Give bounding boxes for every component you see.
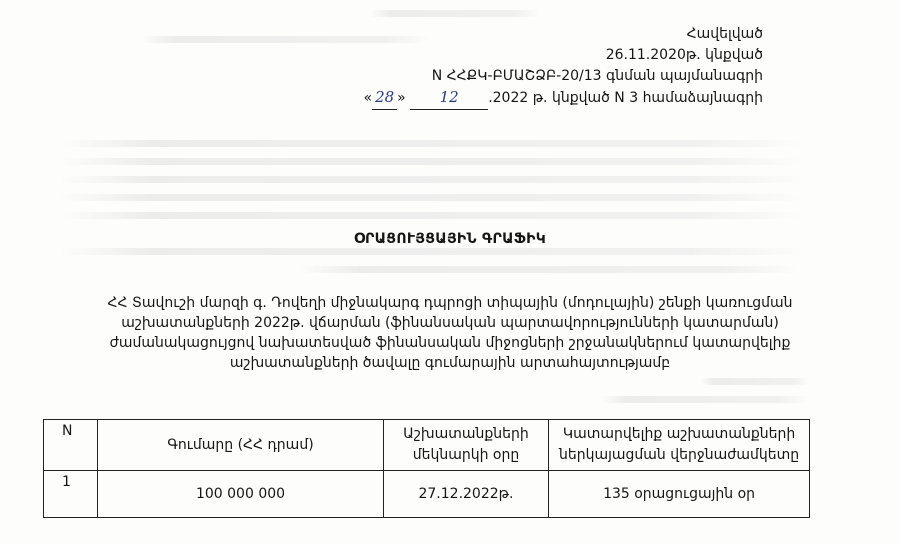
header-amount: Գումարը (ՀՀ դրամ) <box>98 420 384 471</box>
show-through-mark <box>700 378 810 385</box>
row-deadline: 135 օրացուցային օր <box>549 471 810 518</box>
header-n: N <box>44 420 98 471</box>
subtitle-line: ժամանակացույցով նախատեսված ֆինանսական միջոցների շրջանակներում կատարվելիք <box>109 335 791 351</box>
header-start-date: Աշխատանքների մեկնարկի օրը <box>383 420 548 471</box>
show-through-mark <box>60 140 805 147</box>
show-through-mark <box>370 10 540 17</box>
open-quote: « <box>363 90 373 106</box>
page-title: ՕՐԱՑՈՒՅՑԱՅԻՆ ԳՐԱՖԻԿ <box>354 231 546 247</box>
show-through-mark <box>60 194 805 201</box>
handwritten-day: 28 <box>372 87 397 110</box>
show-through-mark <box>600 396 810 403</box>
handwritten-month: 12 <box>410 87 488 110</box>
agreement-line <box>363 87 763 110</box>
close-quote: » <box>397 90 406 106</box>
subtitle-line: ՀՀ Տավուշի մարզի գ. Դովեղի միջնակարգ դպրոցի տիպային (մոդուլային) շենքի կառուցման <box>107 295 793 311</box>
subtitle-line: աշխատանքների 2022թ. վճարման (ֆինանսական պարտավորությունների կատարման) <box>121 315 779 331</box>
show-through-mark <box>60 248 805 255</box>
contract-date-line: 26.11.2020թ. կնքված <box>605 47 763 63</box>
row-amount: 100 000 000 <box>98 471 384 518</box>
show-through-mark <box>60 176 805 183</box>
row-start-date: 27.12.2022թ. <box>383 471 548 518</box>
contract-number-line: N ՀՀՔԿ-ԲՄԱՇՁԲ-20/13 գնման պայմանագրի <box>431 68 763 84</box>
approval-header <box>363 24 763 110</box>
page-subtitle <box>40 293 860 373</box>
row-number: 1 <box>44 471 98 518</box>
agreement-text: .2022 թ. կնքված N 3 համաձայնագրի <box>488 90 763 106</box>
table-header-row <box>44 420 810 471</box>
header-deadline: Կատարվելիք աշխատանքների ներկայացման վերջնաժամկետը <box>549 420 810 471</box>
subtitle-line: աշխատանքների ծավալը գումարային արտահայտությամբ <box>229 355 671 371</box>
table-row <box>44 471 810 518</box>
show-through-mark <box>60 158 805 165</box>
show-through-mark <box>60 212 805 219</box>
show-through-mark <box>300 266 800 273</box>
schedule-table <box>43 419 810 518</box>
appendix-label: Հավելված <box>686 26 763 42</box>
